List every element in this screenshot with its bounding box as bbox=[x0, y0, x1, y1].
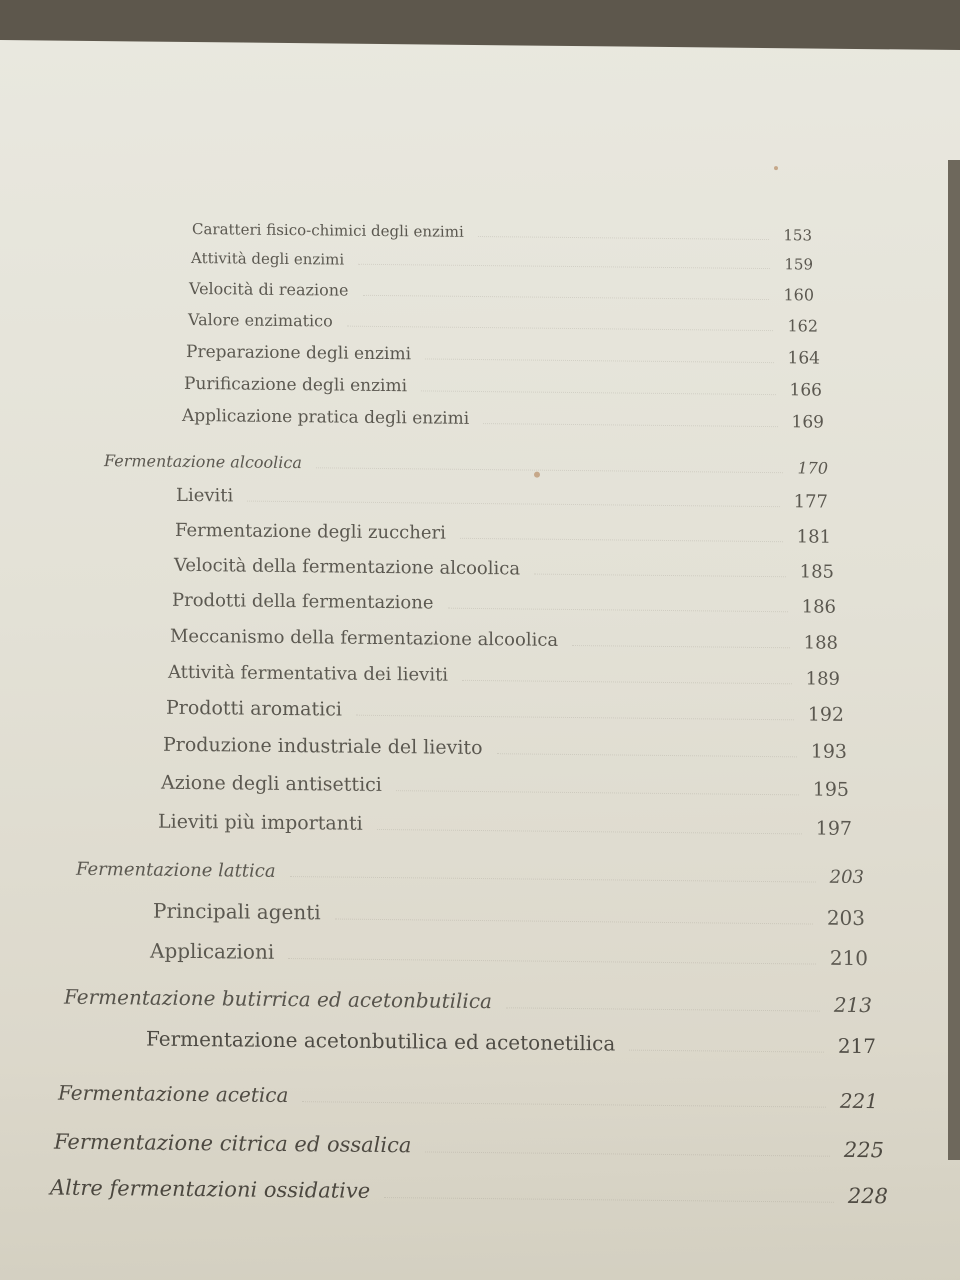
toc-entry-label: Azione degli antisettici bbox=[161, 771, 382, 796]
toc-leader bbox=[302, 1101, 825, 1107]
page-edge-shadow bbox=[948, 160, 960, 1160]
toc-entry bbox=[170, 626, 838, 654]
toc-entry-page: 203 bbox=[826, 905, 865, 931]
toc-entry-page: 166 bbox=[789, 380, 822, 401]
toc-leader bbox=[247, 501, 779, 508]
toc-entry-page: 189 bbox=[805, 668, 840, 690]
toc-entry bbox=[64, 985, 872, 1017]
toc-entry-label: Principali agenti bbox=[153, 898, 321, 925]
toc-leader bbox=[506, 1007, 820, 1011]
toc-leader bbox=[377, 829, 802, 834]
toc-entry-label: Fermentazione degli zuccheri bbox=[175, 519, 446, 544]
toc-entry-page: 197 bbox=[815, 817, 852, 840]
toc-entry bbox=[184, 374, 822, 401]
toc-entry bbox=[153, 899, 865, 930]
toc-entry bbox=[161, 772, 849, 801]
toc-entry bbox=[192, 220, 812, 244]
toc-entry-page: 164 bbox=[787, 348, 820, 369]
toc-leader bbox=[363, 295, 770, 300]
toc-entry-label: Velocità della fermentazione alcoolica bbox=[174, 554, 521, 580]
toc-leader bbox=[290, 876, 816, 883]
toc-leader bbox=[497, 753, 797, 757]
toc-entry bbox=[168, 662, 840, 690]
toc-entry-label: Velocità di reazione bbox=[189, 278, 349, 300]
toc-entry-page: 162 bbox=[787, 316, 818, 336]
toc-entry bbox=[182, 406, 824, 433]
toc-entry-label: Fermentazione acetica bbox=[58, 1080, 289, 1108]
toc-leader bbox=[347, 326, 774, 331]
toc-entry-label: Applicazione pratica degli enzimi bbox=[182, 405, 470, 429]
toc-leader bbox=[335, 919, 813, 925]
toc-leader bbox=[288, 958, 816, 965]
toc-leader bbox=[462, 680, 792, 684]
toc-entry-label: Caratteri fisico-chimici degli enzimi bbox=[192, 220, 464, 241]
toc-leader bbox=[478, 236, 770, 240]
toc-entry bbox=[163, 734, 847, 763]
toc-entry-label: Lieviti più importanti bbox=[158, 810, 363, 835]
toc-entry-page: 159 bbox=[784, 255, 813, 274]
toc-entry bbox=[146, 1027, 876, 1059]
toc-leader bbox=[460, 538, 783, 542]
toc-leader bbox=[572, 645, 789, 648]
toc-entry-label: Attività degli enzimi bbox=[191, 249, 345, 269]
toc-entry-page: 192 bbox=[807, 703, 844, 726]
toc-entry bbox=[186, 342, 820, 369]
toc-leader bbox=[534, 574, 786, 578]
toc-entry-label: Prodotti aromatici bbox=[166, 696, 342, 721]
toc-entry bbox=[176, 485, 828, 513]
toc-entry-page: 160 bbox=[783, 285, 814, 305]
toc-entry-label: Prodotti della fermentazione bbox=[172, 589, 434, 614]
toc-entry-label: Lieviti bbox=[176, 484, 234, 507]
toc-entry-page: 210 bbox=[829, 945, 868, 971]
toc-entry-page: 170 bbox=[797, 458, 828, 478]
toc-entry-label: Altre fermentazioni ossidative bbox=[50, 1175, 371, 1203]
toc-entry-label: Purificazione degli enzimi bbox=[184, 373, 408, 397]
toc-entry-label: Fermentazione lattica bbox=[76, 858, 276, 882]
toc-entry-page: 185 bbox=[799, 561, 834, 583]
table-of-contents bbox=[0, 40, 960, 1209]
toc-entry bbox=[191, 249, 813, 274]
toc-leader bbox=[448, 608, 788, 613]
toc-entry-label: Fermentazione citrica ed ossalica bbox=[54, 1129, 412, 1158]
toc-entry-label: Valore enzimatico bbox=[188, 309, 333, 331]
toc-leader bbox=[421, 390, 775, 395]
book-page bbox=[0, 40, 960, 1280]
toc-entry bbox=[172, 590, 836, 618]
toc-entry bbox=[175, 520, 831, 548]
toc-entry bbox=[50, 1176, 888, 1209]
toc-entry-label: Applicazioni bbox=[150, 938, 275, 964]
toc-leader bbox=[356, 715, 794, 721]
toc-entry bbox=[104, 451, 828, 478]
toc-leader bbox=[483, 423, 777, 427]
toc-entry-page: 153 bbox=[783, 226, 812, 245]
toc-entry bbox=[150, 939, 868, 971]
toc-entry-label: Fermentazione alcoolica bbox=[104, 451, 302, 473]
toc-entry bbox=[54, 1130, 884, 1163]
toc-entry-label: Attività fermentativa dei lieviti bbox=[168, 661, 449, 686]
toc-entry bbox=[76, 859, 864, 888]
toc-entry-page: 195 bbox=[812, 778, 849, 801]
toc-entry-page: 177 bbox=[793, 491, 828, 513]
toc-entry bbox=[189, 279, 814, 305]
toc-leader bbox=[316, 467, 784, 473]
toc-entry bbox=[174, 555, 834, 583]
toc-entry-page: 203 bbox=[829, 866, 864, 889]
toc-leader bbox=[384, 1197, 834, 1203]
toc-entry-page: 217 bbox=[837, 1033, 876, 1059]
toc-entry-page: 188 bbox=[803, 632, 838, 654]
toc-entry-page: 193 bbox=[810, 740, 847, 763]
toc-entry-label: Fermentazione acetonbutilica ed acetonetilica bbox=[146, 1026, 616, 1056]
toc-entry-label: Meccanismo della fermentazione alcoolica bbox=[170, 625, 559, 651]
toc-entry-label: Preparazione degli enzimi bbox=[186, 341, 412, 365]
toc-entry-page: 181 bbox=[796, 526, 831, 548]
toc-leader bbox=[358, 264, 770, 269]
toc-entry-page: 221 bbox=[839, 1088, 878, 1114]
toc-entry bbox=[166, 697, 844, 726]
toc-entry bbox=[58, 1081, 878, 1114]
toc-entry bbox=[188, 310, 818, 336]
toc-leader bbox=[629, 1050, 824, 1053]
toc-entry-page: 213 bbox=[833, 992, 872, 1018]
toc-entry-label: Fermentazione butirrica ed acetonbutilica bbox=[64, 984, 492, 1014]
toc-leader bbox=[425, 358, 774, 363]
toc-entry bbox=[158, 811, 852, 840]
paper-stain bbox=[774, 166, 778, 170]
toc-leader bbox=[425, 1151, 830, 1156]
toc-entry-page: 186 bbox=[801, 596, 836, 618]
toc-entry-page: 225 bbox=[843, 1137, 884, 1163]
toc-entry-page: 228 bbox=[847, 1183, 888, 1209]
toc-entry-label: Produzione industriale del lievito bbox=[163, 733, 483, 760]
toc-leader bbox=[396, 790, 799, 795]
toc-entry-page: 169 bbox=[791, 412, 824, 433]
